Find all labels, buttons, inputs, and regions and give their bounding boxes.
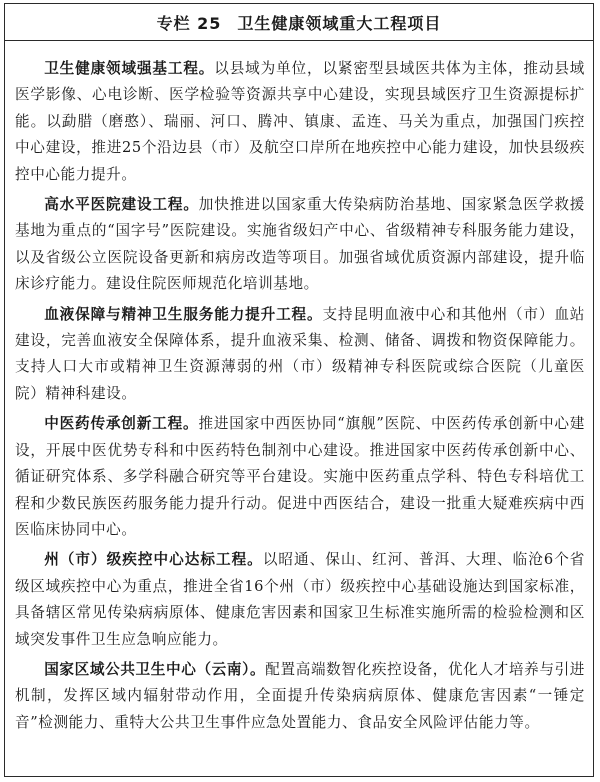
section-title: 州（市）级疾控中心达标工程。 [44,551,263,569]
section-paragraph [15,657,585,736]
section-paragraph [15,302,585,408]
section-body: 以昭通、保山、红河、普洱、大理、临沧6个省级区域疾控中心为重点，推进全省16个州（市）级疾控中心基础设施达到国家标准，具备辖区常见传染病病原体、健康危害因素和国家卫生标准实施所需的检验检测和区域突发事件卫生应急响应能力。 [15,551,586,648]
section-public-health-center [15,657,585,736]
section-paragraph [15,56,585,188]
section-cdc [15,547,585,653]
section-paragraph [15,192,585,298]
section-title: 国家区域公共卫生中心（云南）。 [44,660,266,678]
section-title: 卫生健康领域强基工程。 [44,60,215,77]
section-body: 推进国家中西医协同“旗舰”医院、中医药传承创新中心建设，开展中医优势专科和中医药特色制剂中心建设。推进国家中医药传承创新中心、循证研究体系、多学科融合研究等平台建设。实施中医药重点学科、特色专科培优工程和少数民族医药服务能力提升行动。促进中西医结合，建设一批重大疑难疾病中西医临床协同中心。 [15,415,585,538]
section-body: 加快推进以国家重大传染病防治基地、国家紧急医学救援基地为重点的“国字号”医院建设。实施省级妇产中心、省级精神专科服务能力建设，以及省级公立医院设备更新和病房改造等项目。加强省域优质资源内部建设，提升临床诊疗能力。建设住院医师规范化培训基地。 [15,196,585,293]
column-box [4,3,594,777]
column-content [15,56,585,740]
column-title: 卫生健康领域重大工程项目 [237,13,442,33]
section-body: 支持昆明血液中心和其他州（市）血站建设，完善血液安全保障体系，提升血液采集、检测、储备、调拨和物资保障能力。支持人口大市或精神卫生资源薄弱的州（市）级精神专科医院或综合医院（儿童医院）精神科建设。 [15,305,585,402]
section-title: 高水平医院建设工程。 [44,196,199,214]
section-body: 以县域为单位，以紧密型县域医共体为主体，推动县域医学影像、心电诊断、医学检验等资源共享中心建设，实现县域医疗卫生资源提标扩能。以勐腊（磨憨）、瑞丽、河口、腾冲、镇康、孟连、马关为重点，加强国门疾控中心建设，推进25个沿边县（市）及航空口岸所在地疾控中心能力建设，加快县级疾控中心能力提升。 [15,60,586,183]
section-grassroots [15,56,585,188]
section-tcm [15,411,585,543]
column-header [5,4,593,41]
column-label: 专栏 25 [156,13,222,33]
section-paragraph [15,411,585,543]
section-title: 血液保障与精神卫生服务能力提升工程。 [44,305,323,323]
section-blood-mental [15,302,585,408]
section-title: 中医药传承创新工程。 [44,415,199,433]
section-body: 配置高端数智化疾控设备，优化人才培养与引进机制，发挥区域内辐射带动作用，全面提升传染病病原体、健康危害因素“一锤定音”检测能力、重特大公共卫生事件应急处置能力、食品安全风险评估能力等。 [15,660,585,731]
section-hospital [15,192,585,298]
section-paragraph [15,547,585,653]
